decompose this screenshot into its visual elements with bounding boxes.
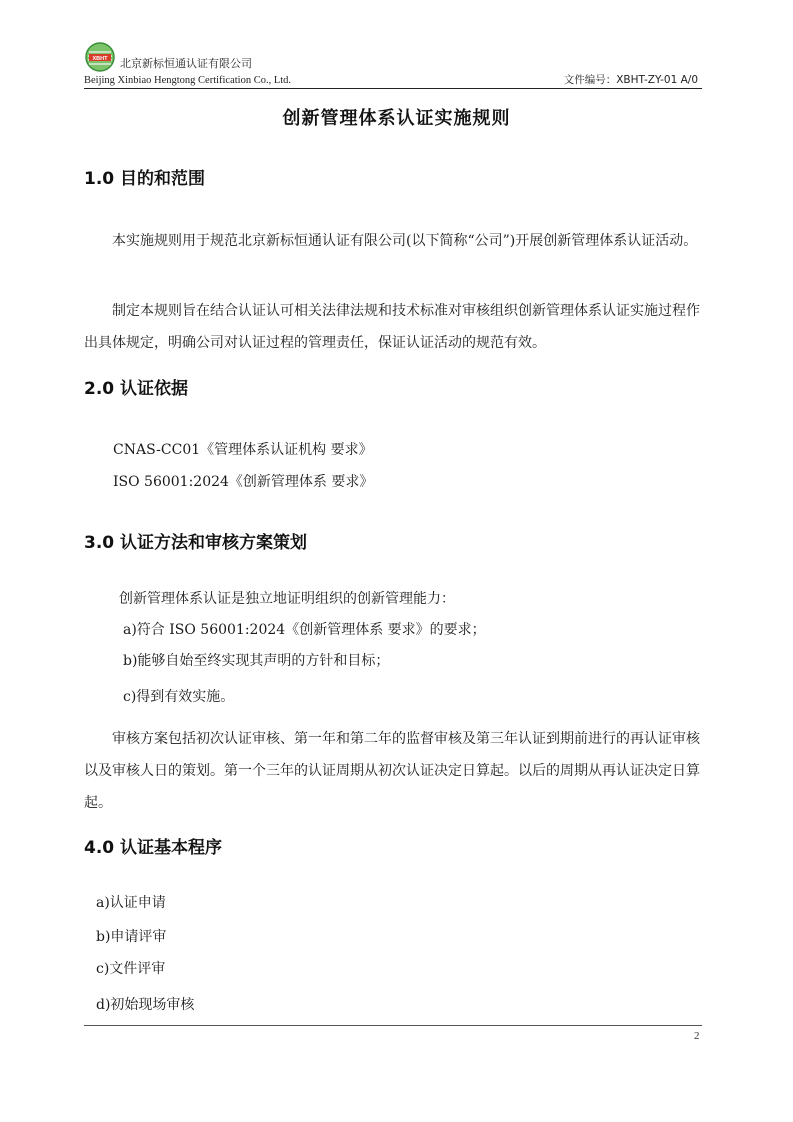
procedure-item: c)文件评审 [96, 961, 166, 977]
procedure-item: b)申请评审 [96, 929, 167, 945]
requirement-item: b)能够自始至终实现其声明的方针和目标； [123, 653, 390, 669]
requirement-item: c)得到有效实施。 [123, 689, 235, 705]
procedure-item: d)初始现场审核 [96, 997, 195, 1013]
company-name-cn: 北京新标恒通认证有限公司 [120, 57, 252, 70]
company-name-en: Beijing Xinbiao Hengtong Certification Co., Ltd. [84, 75, 292, 86]
requirement-item: a)符合 ISO 56001:2024《创新管理体系 要求》的要求； [123, 622, 486, 638]
section-1-paragraph-2: 制定本规则旨在结合认证认可相关法律法规和技术标准对审核组织创新管理体系认证实施过程作出具体规定，明确公司对认证过程的管理责任，保证认证活动的规范有效。 [84, 303, 700, 351]
section-3-paragraph: 审核方案包括初次认证审核、第一年和第二年的监督审核及第三年认证到期前进行的再认证审核以及审核人日的策划。第一个三年的认证周期从初次认证决定日算起。以后的周期从再认证决定日算起。 [84, 731, 700, 811]
page-number: 2 [694, 1030, 700, 1042]
section-3-intro: 创新管理体系认证是独立地证明组织的创新管理能力： [119, 591, 455, 607]
basis-item: ISO 56001:2024《创新管理体系 要求》 [113, 474, 374, 490]
procedure-item: a)认证申请 [96, 895, 166, 911]
section-1-paragraph-1: 本实施规则用于规范北京新标恒通认证有限公司(以下简称“公司”)开展创新管理体系认证活动。 [112, 233, 698, 249]
company-logo [85, 42, 115, 72]
footer-divider [84, 1025, 702, 1026]
document-title: 创新管理体系认证实施规则 [282, 108, 511, 129]
section-3-heading: 3.0 认证方法和审核方案策划 [84, 533, 308, 553]
section-2-heading: 2.0 认证依据 [84, 379, 189, 399]
section-1-heading: 1.0 目的和范围 [84, 169, 206, 189]
document-number: 文件编号：XBHT-ZY-01 A/0 [563, 74, 698, 86]
logo-text: XBHT [92, 55, 108, 62]
header-divider [84, 88, 702, 89]
basis-item: CNAS-CC01《管理体系认证机构 要求》 [113, 442, 373, 458]
section-4-heading: 4.0 认证基本程序 [84, 838, 223, 858]
